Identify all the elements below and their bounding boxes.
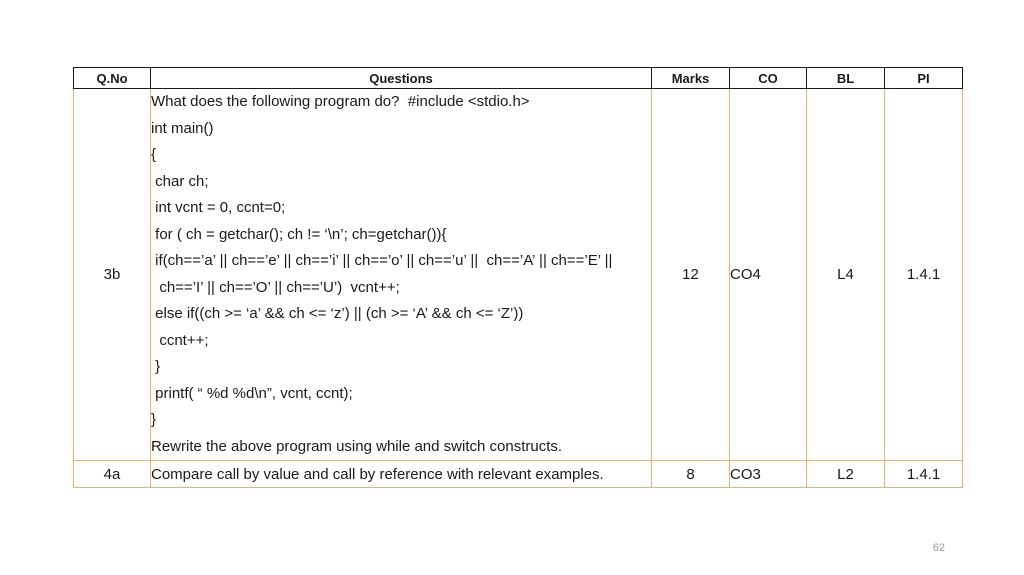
header-pi: PI [885, 68, 963, 89]
co-cell: CO3 [730, 461, 807, 488]
question-line: printf( “ %d %d\n”, vcnt, ccnt); [151, 384, 353, 402]
qno-cell: 4a [74, 461, 151, 488]
table-row [74, 89, 963, 461]
marks-cell: 8 [652, 461, 730, 488]
header-qno: Q.No [74, 68, 151, 89]
question-line: char ch; [151, 172, 209, 190]
header-bl: BL [807, 68, 885, 89]
pi-cell: 1.4.1 [885, 461, 963, 488]
marks-cell: 12 [652, 89, 730, 461]
question-table [73, 67, 963, 488]
qno-cell: 3b [74, 89, 151, 461]
question-line: ccnt++; [151, 331, 209, 349]
header-co: CO [730, 68, 807, 89]
table-row [74, 461, 963, 488]
question-line: else if((ch >= ‘a’ && ch <= ‘z’) || (ch >= ‘A’ && ch <= ‘Z’)) [151, 305, 524, 322]
question-line: } [151, 358, 161, 375]
question-line: if(ch==’a’ || ch==’e’ || ch==’i’ || ch==’o’ || ch==’u’ || ch==’A’ || ch==’E’ || [151, 252, 613, 269]
question-cell: Compare call by value and call by reference with relevant examples. [151, 461, 652, 488]
table-header-row [74, 68, 963, 89]
header-marks: Marks [652, 68, 730, 89]
header-questions: Questions [151, 68, 652, 89]
question-line: for ( ch = getchar(); ch != ‘\n’; ch=getchar()){ [151, 225, 447, 243]
co-cell: CO4 [730, 89, 807, 461]
bl-cell: L2 [807, 461, 885, 488]
question-line: ch==’I’ || ch==’O’ || ch==’U’) vcnt++; [151, 278, 400, 296]
question-line: { [151, 146, 157, 163]
question-line: } [151, 411, 157, 428]
question-line: Rewrite the above program using while and switch constructs. [151, 437, 563, 455]
question-cell [151, 89, 652, 461]
bl-cell: L4 [807, 89, 885, 461]
question-line: int main() [151, 119, 214, 137]
page-number: 62 [932, 542, 945, 554]
question-line: int vcnt = 0, ccnt=0; [151, 199, 286, 216]
question-line: What does the following program do? #include <stdio.h> [151, 93, 530, 110]
pi-cell: 1.4.1 [885, 89, 963, 461]
